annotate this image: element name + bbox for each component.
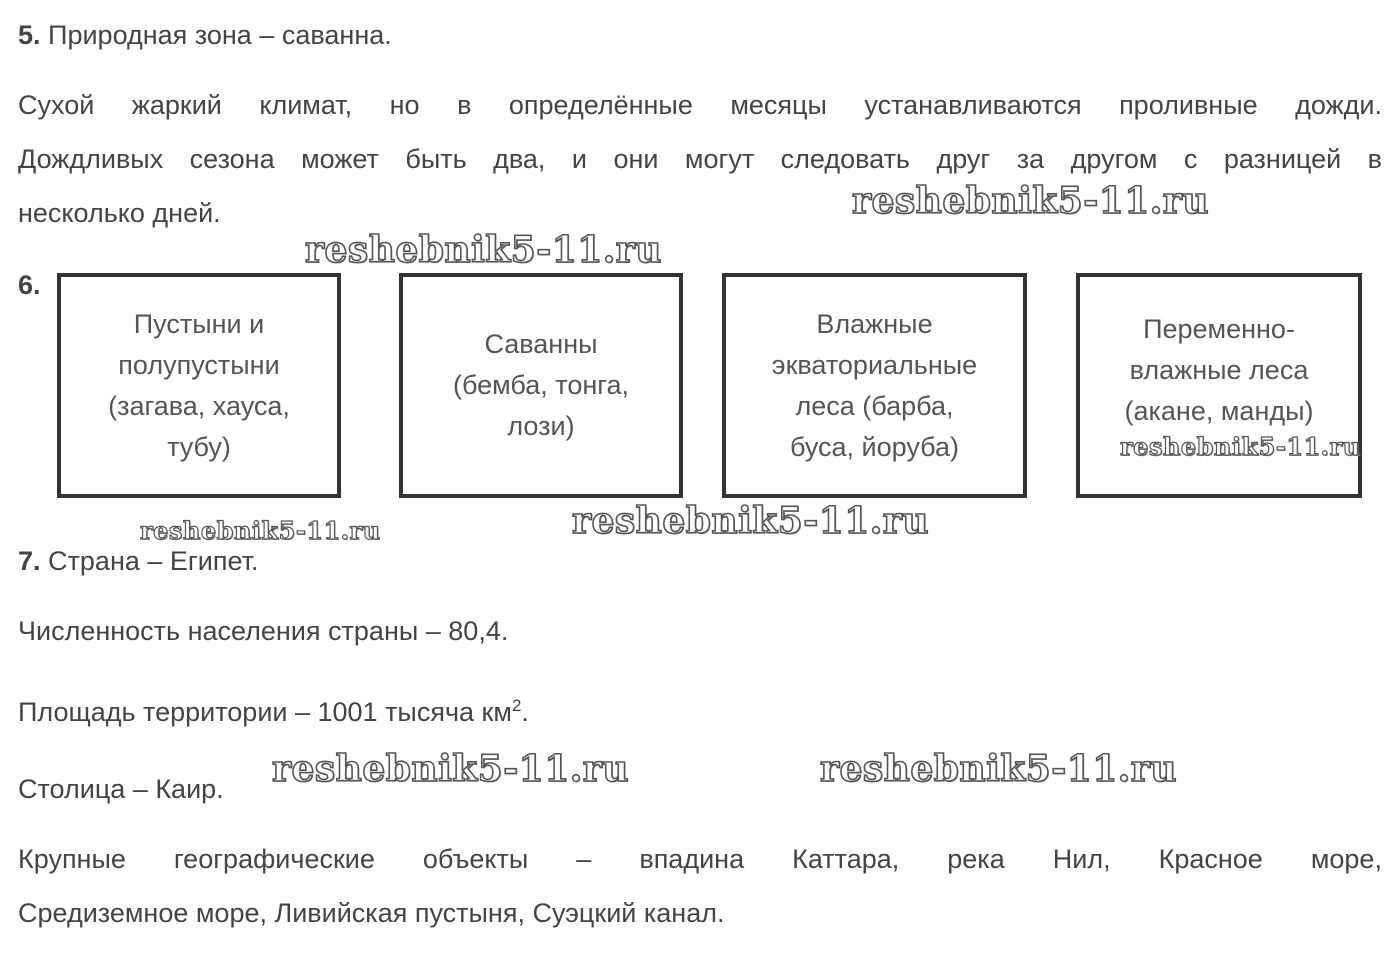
q7-heading [18, 546, 258, 577]
word: Дождливых [18, 144, 164, 174]
box-variable-line: влажные леса [1129, 355, 1309, 385]
box-variable-line: Переменно- [1143, 314, 1295, 344]
watermark-text: reshebnik5-11.ru [820, 748, 1177, 790]
word: Сухой [18, 90, 95, 120]
q7-area-sup: 2 [511, 696, 522, 715]
watermark-text: reshebnik5-11.ru [305, 229, 662, 271]
q7-population: Численность населения страны – 80,4. [18, 616, 509, 646]
box-savannas-line: лози) [507, 411, 575, 441]
box-equatorial-line: Влажные [816, 308, 933, 339]
q7-area-end: . [521, 697, 529, 727]
word: объекты [422, 844, 529, 874]
word: два, [493, 144, 546, 174]
q5-number: 5. [18, 20, 41, 50]
word: следовать [780, 144, 911, 174]
word: месяцы [730, 90, 827, 120]
word: река [947, 844, 1005, 874]
q7-number: 7. [18, 546, 41, 576]
box-variable-humid-forests [1076, 273, 1362, 498]
q7-country: Страна – Египет. [48, 546, 259, 576]
watermark-text: reshebnik5-11.ru [852, 180, 1209, 222]
box-savannas-line: (бемба, тонга, [452, 370, 630, 400]
box-deserts-line: полупустыни [118, 349, 280, 380]
word: Красное [1158, 844, 1263, 874]
box-deserts-line: тубу) [167, 431, 231, 462]
word: в [457, 90, 472, 120]
box-savannas [399, 273, 683, 498]
q6-number: 6. [18, 270, 41, 300]
word: впадина [639, 844, 745, 874]
word: они [613, 144, 659, 174]
q7-objects-line1 [18, 844, 1382, 875]
box-equatorial-line: буса, йоруба) [789, 431, 960, 462]
word: Каттара, [792, 844, 900, 874]
word: но [389, 90, 420, 120]
word: дожди. [1295, 90, 1382, 120]
word: жаркий [131, 90, 222, 120]
word: быть [405, 144, 467, 174]
word: – [576, 844, 592, 874]
word: климат, [259, 90, 353, 120]
word: разницей [1223, 144, 1342, 174]
word: за [1016, 144, 1045, 174]
box-variable-line: (акане, манды) [1124, 396, 1314, 426]
q7-area-text: Площадь территории – 1001 тысяча км [18, 697, 512, 727]
word: с [1183, 144, 1198, 174]
word: Крупные [18, 844, 126, 874]
word: определённые [508, 90, 693, 120]
word: в [1367, 144, 1382, 174]
q5-title: Природная зона – саванна. [48, 20, 392, 50]
word: Нил, [1052, 844, 1111, 874]
word: может [301, 144, 379, 174]
q7-area [18, 696, 529, 728]
watermark-text: reshebnik5-11.ru [140, 516, 381, 545]
box-savannas-line: Саванны [484, 329, 598, 359]
box-equatorial-line: экваториальные [771, 349, 978, 380]
word: море, [1310, 844, 1382, 874]
q7-objects-line2: Средиземное море, Ливийская пустыня, Суэцкий канал. [18, 898, 725, 928]
word: географические [173, 844, 375, 874]
word: проливные [1119, 90, 1258, 120]
q5-line2 [18, 144, 1382, 175]
word: другом [1070, 144, 1158, 174]
box-deserts [57, 273, 341, 498]
q5-line3: несколько дней. [18, 198, 221, 228]
watermark-text: reshebnik5-11.ru [272, 748, 629, 790]
box-deserts-line: Пустыни и [133, 308, 265, 339]
q5-line1 [18, 90, 1382, 121]
word: могут [684, 144, 755, 174]
box-deserts-line: (загава, хауса, [108, 390, 290, 421]
word: устанавливаются [864, 90, 1082, 120]
word: и [571, 144, 587, 174]
watermark-text: reshebnik5-11.ru [1120, 432, 1361, 461]
word: сезона [189, 144, 275, 174]
box-equatorial-forests [722, 273, 1027, 498]
box-equatorial-line: леса (барба, [795, 390, 954, 421]
q5-heading [18, 20, 392, 51]
q6-heading [18, 270, 41, 301]
watermark-text: reshebnik5-11.ru [572, 500, 929, 542]
word: друг [936, 144, 991, 174]
q7-capital: Столица – Каир. [18, 774, 224, 804]
